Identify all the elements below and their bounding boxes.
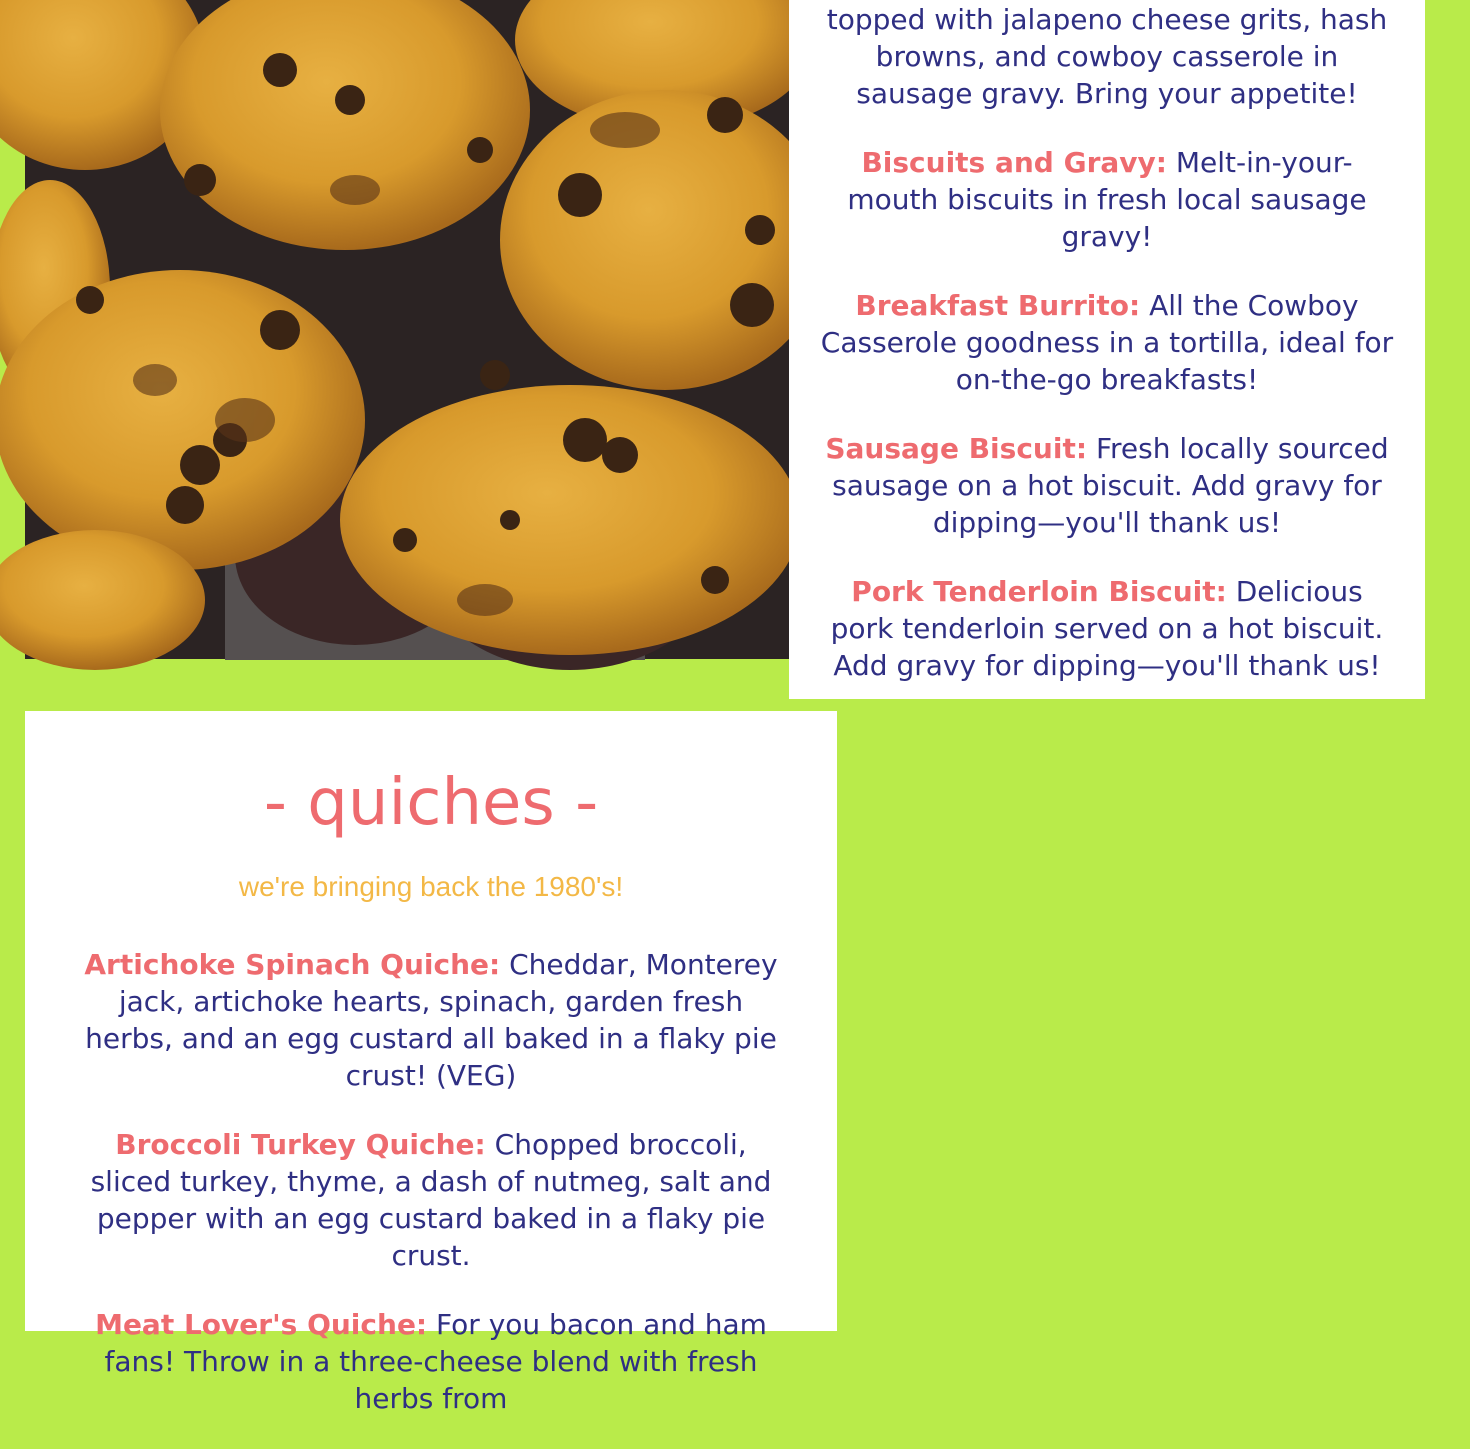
menu-item-pork-tenderloin-biscuit xyxy=(817,573,1397,684)
menu-item-biscuits-and-gravy xyxy=(817,144,1397,255)
quiche-menu-list xyxy=(71,946,791,1449)
menu-item-description: topped with jalapeno cheese grits, hash browns, and cowboy casserole in sausage gravy. Bring your appetite! xyxy=(826,3,1388,110)
menu-item-broccoli-turkey-quiche xyxy=(71,1126,791,1274)
menu-item-description: Chopped broccoli, sliced turkey, thyme, a dash of nutmeg, salt and pepper with an egg custard baked in a flaky pie crust. xyxy=(90,1128,772,1272)
breakfast-menu-list xyxy=(817,0,1397,716)
menu-item-sausage-biscuit xyxy=(817,430,1397,541)
menu-item-description: For you bacon and ham fans! Throw in a three-cheese blend with fresh herbs from xyxy=(104,1308,767,1415)
menu-item-description: Fresh locally sourced sausage on a hot biscuit. Add gravy for dipping—you'll thank us! xyxy=(832,432,1389,539)
menu-item-name: Artichoke Spinach Quiche: xyxy=(84,948,501,981)
breakfast-menu-card xyxy=(789,0,1425,699)
muffins-photo xyxy=(25,0,789,659)
quiches-card xyxy=(25,711,837,1415)
menu-item-description: Cheddar, Monterey jack, artichoke hearts, spinach, garden fresh herbs, and an egg custard all baked in a flaky pie crust! (VEG) xyxy=(85,948,778,1092)
menu-item-artichoke-spinach-quiche xyxy=(71,946,791,1094)
muffins-image xyxy=(25,0,789,659)
menu-item-name: Sausage Biscuit: xyxy=(825,432,1088,465)
menu-item-description: All the Cowboy Casserole goodness in a tortilla, ideal for on-the-go breakfasts! xyxy=(820,289,1394,396)
menu-item-name: Meat Lover's Quiche: xyxy=(95,1308,428,1341)
section-title: - quiches - xyxy=(263,766,599,840)
menu-item-name: Breakfast Burrito: xyxy=(855,289,1141,322)
menu-item-name: Pork Tenderloin Biscuit: xyxy=(851,575,1227,608)
menu-item-description: Melt-in-your-mouth biscuits in fresh local sausage gravy! xyxy=(847,146,1367,253)
menu-item-description: Delicious pork tenderloin served on a hot biscuit. Add gravy for dipping—you'll thank us! xyxy=(830,575,1384,682)
menu-item-name: Biscuits and Gravy: xyxy=(861,146,1167,179)
menu-item-name: Broccoli Turkey Quiche: xyxy=(115,1128,486,1161)
menu-item-paradise-in-a-bowl xyxy=(817,0,1397,112)
menu-item-meat-lovers-quiche xyxy=(71,1306,791,1417)
section-subtitle: we're bringing back the 1980's! xyxy=(238,871,624,902)
menu-item-breakfast-burrito xyxy=(817,287,1397,398)
